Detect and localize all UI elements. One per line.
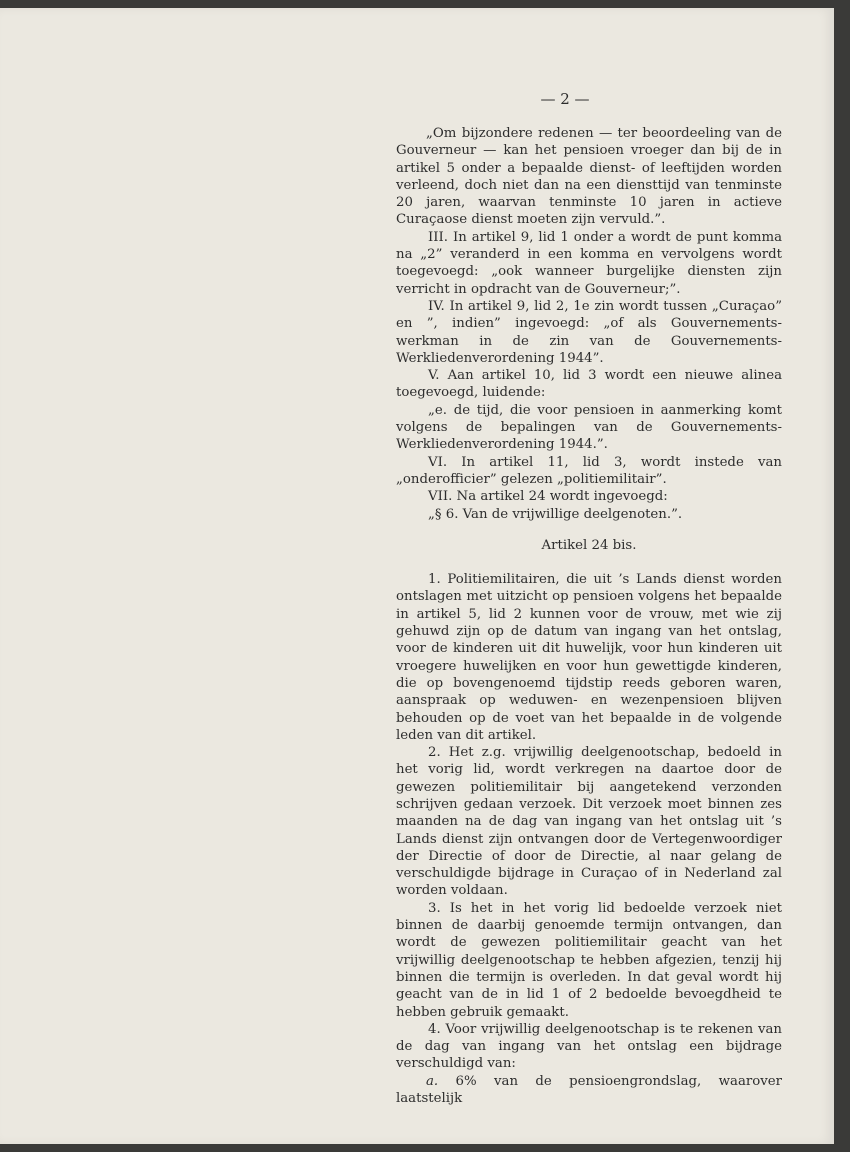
paragraph-V: V. Aan artikel 10, lid 3 wordt een nieuwe alinea toegevoegd, luidende: bbox=[396, 368, 782, 401]
article-lid-3: 3. Is het in het vorig lid bedoelde verzoek niet binnen de daarbij genoemde termijn ontvangen, dan wordt de gewezen politiemilitair geacht van het vrijwillig deelgenootschap te hebben afgezien, tenzij hij binnen die termijn is overleden. In dat geval wordt hij geacht van de in lid 1 of 2 bedoelde bevoegdheid te hebben gebruik gemaakt. bbox=[396, 900, 782, 1020]
paragraph-section-6: „§ 6. Van de vrijwillige deelgenoten.”. bbox=[428, 506, 683, 522]
item-text: 6% van de pensioengrondslag, waarover laatstelijk bbox=[396, 1073, 782, 1107]
paragraph-V-quote: „e. de tijd, die voor pensioen in aanmerking komt volgens de bepalingen van de Gouvernements-Werkliedenverordening 1944.”. bbox=[396, 402, 782, 453]
page-number: — 2 — bbox=[540, 90, 590, 108]
paragraph-VII: VII. Na artikel 24 wordt ingevoegd: bbox=[428, 489, 668, 505]
paragraph-VI: VI. In artikel 11, lid 3, wordt instede van „onderofficier” gelezen „politiemilitair”. bbox=[396, 454, 782, 487]
paragraph-IV: IV. In artikel 9, lid 2, 1e zin wordt tussen „Curaçao” en ”, indien” ingevoegd: „of als Gouvernements-werkman in de zin van de Gouvernements-Werkliedenverordening 1944”. bbox=[396, 298, 782, 366]
article-lid-2: 2. Het z.g. vrijwillig deelgenootschap, bedoeld in het vorig lid, wordt verkregen na daartoe door de gewezen politiemilitair bij aangetekend verzonden schrijven gedaan verzoek. Dit verzoek moet binnen zes maanden na de dag van ingang van het ontslag uit ’s Lands dienst zijn ontvangen door de Vertegenwoordiger der Directie of door de Directie, al naar gelang de verschuldigde bijdrage in Curaçao of in Nederland zal worden voldaan. bbox=[396, 745, 782, 899]
paragraph-quote-article-5: „Om bijzondere redenen — ter beoordeeling van de Gouverneur — kan het pensioen vroeger dan bij de in artikel 5 onder a bepaalde dienst- of leeftijden worden verleend, doch niet dan na een diensttijd van tenminste 20 jaren, waarvan tenminste 10 jaren in actieve Curaçaose dienst moeten zijn vervuld.”. bbox=[396, 126, 782, 228]
paragraph-III: III. In artikel 9, lid 1 onder a wordt de punt komma na „2” veranderd in een komma en vervolgens wordt toegevoegd: „ook wanneer burgelijke diensten zijn verricht in opdracht van de Gouverneur;”. bbox=[396, 229, 782, 297]
text-column bbox=[396, 125, 782, 1107]
article-lid-4: 4. Voor vrijwillig deelgenootschap is te rekenen van de dag van ingang van het ontslag een bijdrage verschuldigd van: bbox=[396, 1021, 782, 1072]
article-heading: Artikel 24 bis. bbox=[541, 537, 637, 553]
document-page bbox=[0, 8, 834, 1144]
item-label: a. bbox=[426, 1073, 439, 1089]
article-lid-1: 1. Politiemilitairen, die uit ’s Lands dienst worden ontslagen met uitzicht op pensioen volgens het bepaalde in artikel 5, lid 2 kunnen voor de vrouw, met wie zij gehuwd zijn op de datum van ingang van het ontslag, voor de kinderen uit dit huwelijk, voor hun kinderen uit vroegere huwelijken en voor hun gewettigde kinderen, die op bovengenoemd tijdstip reeds geboren waren, aanspraak op weduwen- en wezenpensioen blijven behouden op de voet van het bepaalde in de volgende leden van dit artikel. bbox=[396, 572, 782, 743]
article-lid-4-item-a bbox=[396, 1073, 782, 1108]
